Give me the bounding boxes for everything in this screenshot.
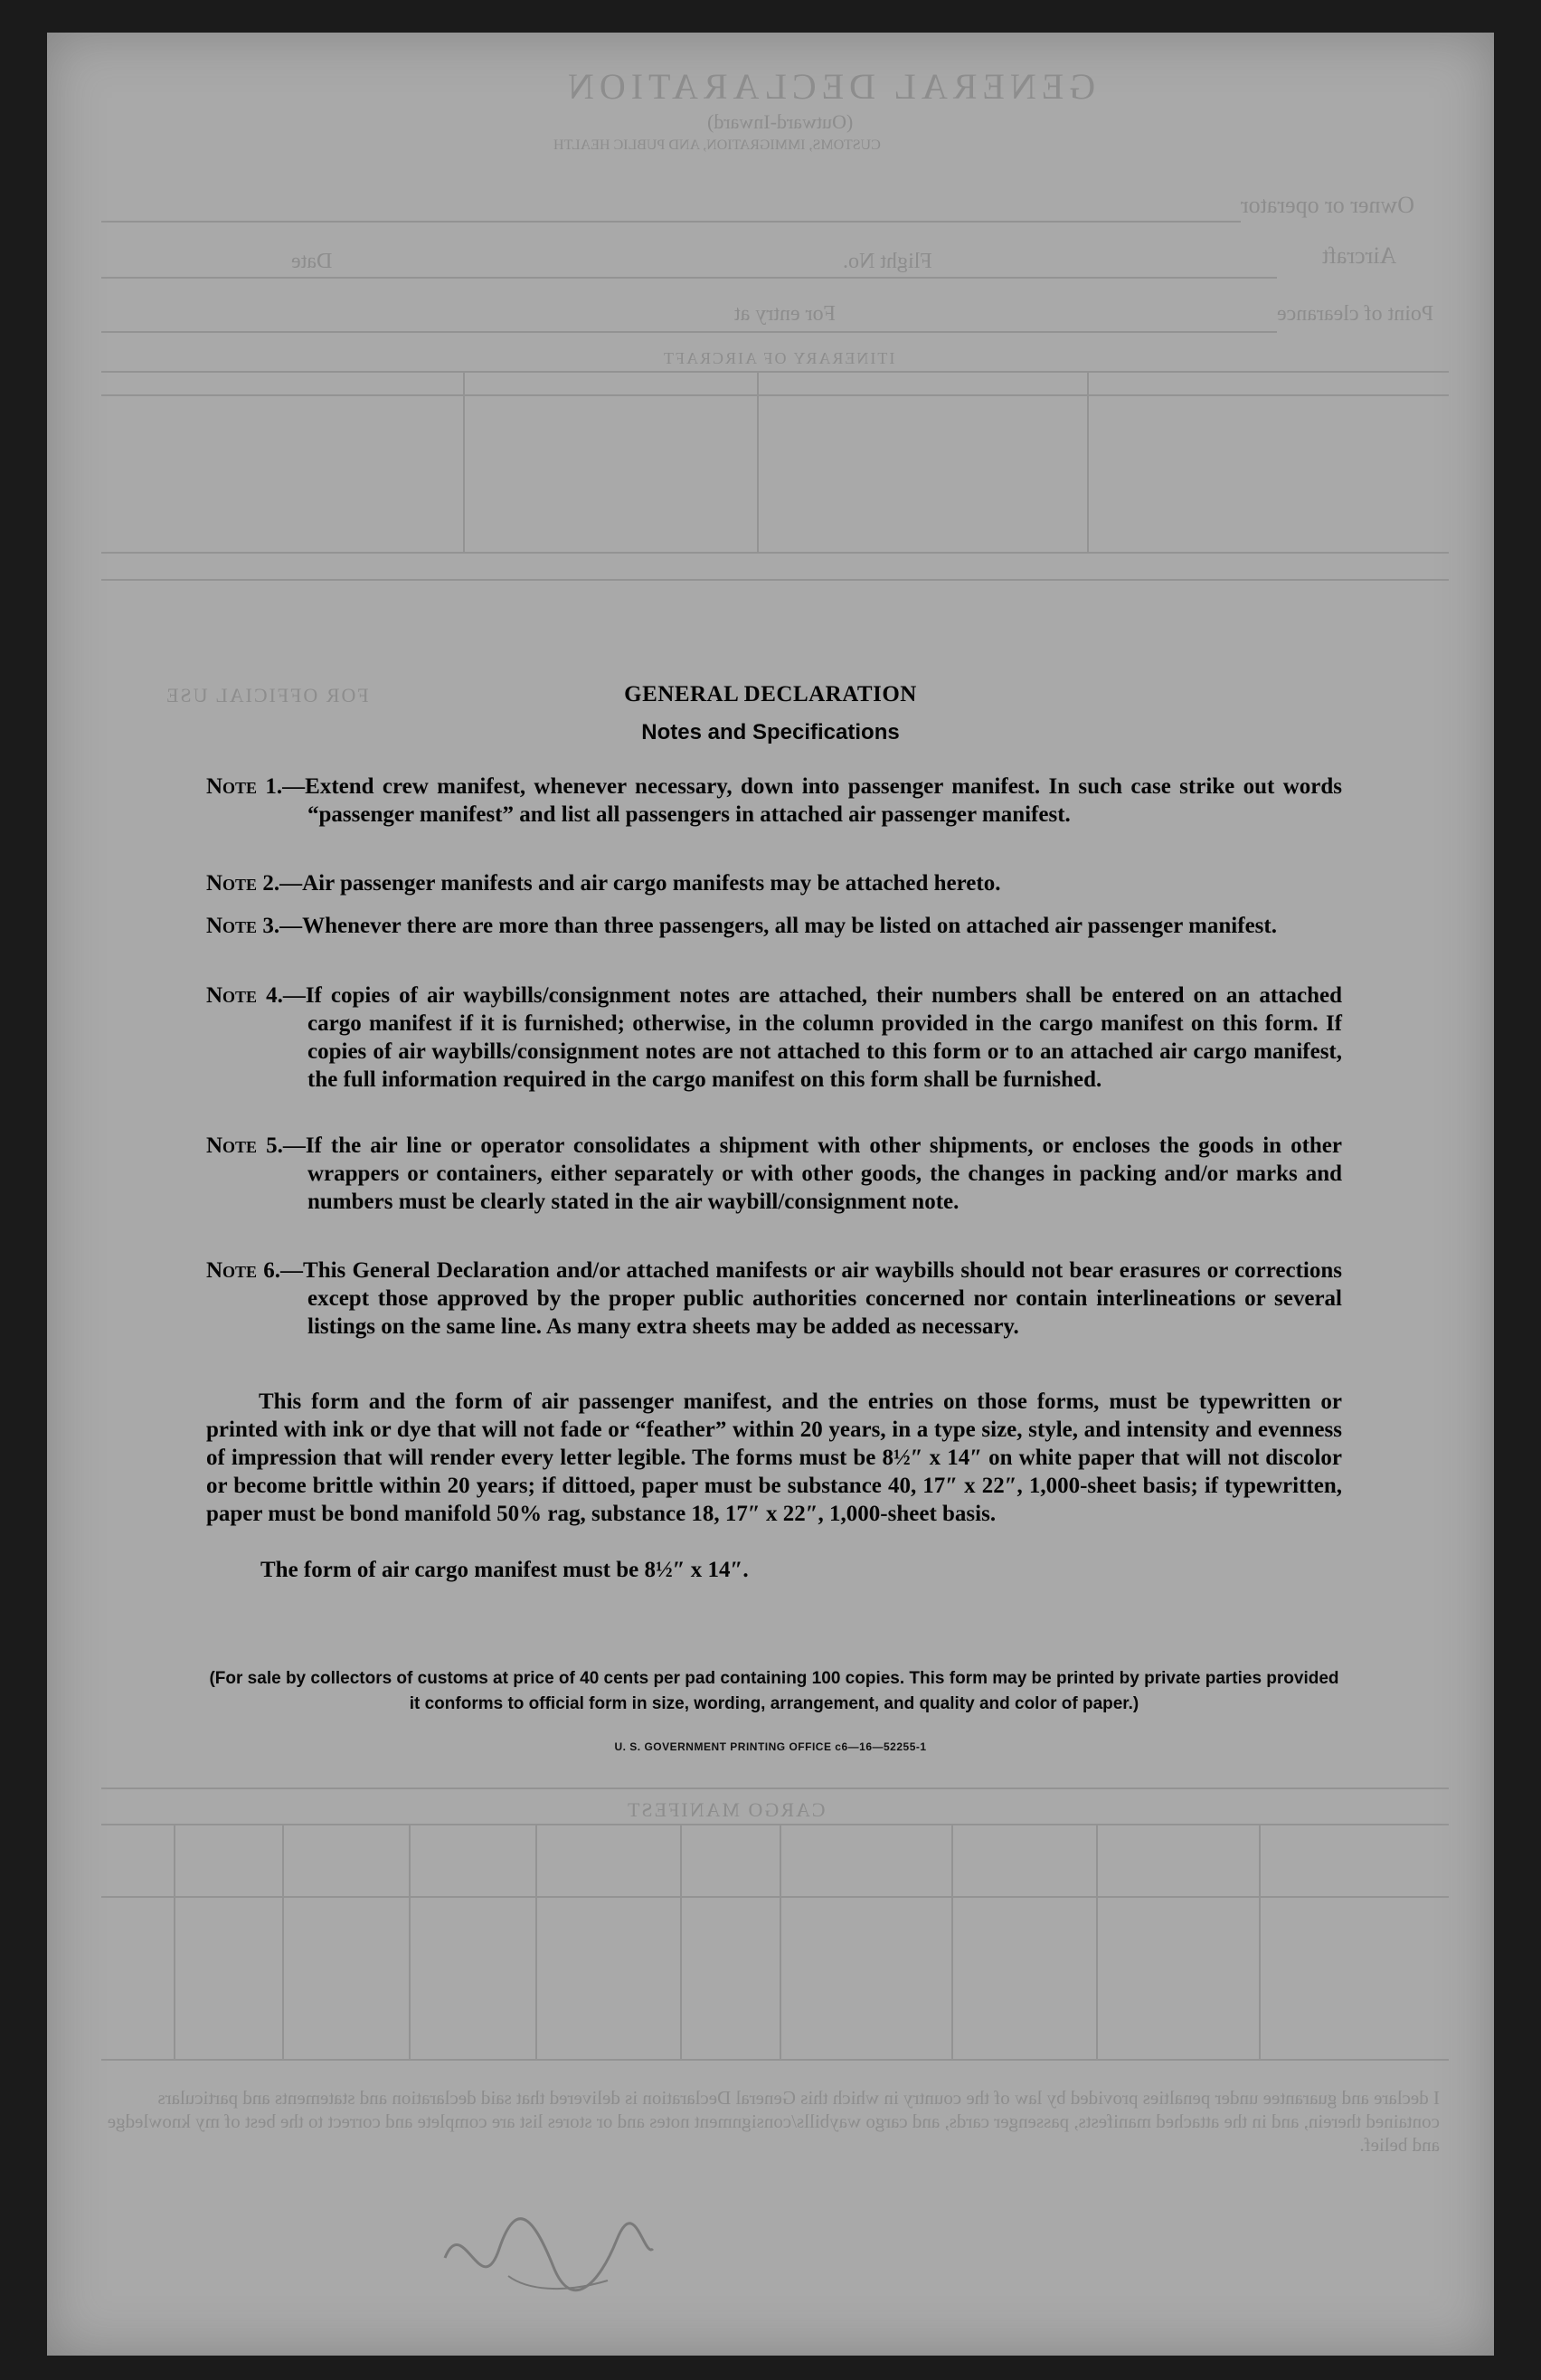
note-text: —Extend crew manifest, whenever necessary, down into passenger manifest. In such case strike out words “passenger manifest” and list all passengers in attached air passenger manifest.	[282, 774, 1342, 827]
note-1	[206, 773, 1342, 829]
ghost-line	[101, 394, 1449, 396]
printer-imprint: U. S. GOVERNMENT PRINTING OFFICE c6—16—52255-1	[614, 1740, 927, 1753]
ghost-clearance: Point of clearance	[1277, 302, 1434, 326]
ghost-line	[101, 331, 1277, 333]
note-label: Note 4.	[206, 983, 283, 1008]
ghost-line	[951, 1824, 953, 2059]
ghost-owner: Owner or operator	[1241, 192, 1415, 218]
ghost-line	[409, 1824, 411, 2059]
document-page	[47, 33, 1494, 2356]
ghost-line	[101, 1787, 1449, 1789]
note-label: Note 3.	[206, 914, 280, 938]
ghost-line	[1087, 371, 1089, 552]
note-label: Note 2.	[206, 871, 280, 896]
ghost-itinerary: ITINERARY OF AIRCRAFT	[662, 349, 895, 367]
note-6	[206, 1256, 1342, 1341]
ghost-entry: For entry at	[734, 302, 836, 326]
ghost-line	[282, 1824, 284, 2059]
note-3	[206, 912, 1342, 940]
ghost-line	[101, 371, 1449, 373]
ghost-official-use: FOR OFFICIAL USE	[165, 684, 369, 706]
note-label: Note 5.	[206, 1133, 283, 1158]
ghost-flight: Flight No.	[843, 250, 932, 273]
ghost-header-sub: (Outward-Inward)	[707, 110, 854, 133]
ghost-line	[463, 371, 465, 552]
note-2	[206, 869, 1342, 897]
ghost-line	[680, 1824, 682, 2059]
ghost-line	[757, 371, 759, 552]
note-text: —If copies of air waybills/consignment notes are attached, their numbers shall be entered on an attached cargo manifest if it is furnished; otherwise, in the column provided in the cargo manifest on this form. If copies of air waybills/consignment notes are not attached to this form or to an attached air cargo manifest, the full information required in the cargo manifest on this form shall be furnished.	[282, 983, 1342, 1092]
note-5	[206, 1132, 1342, 1216]
ghost-line	[535, 1824, 537, 2059]
ghost-line	[780, 1824, 781, 2059]
ghost-line	[101, 221, 1241, 223]
ghost-line	[101, 277, 1277, 279]
note-text: —This General Declaration and/or attached manifests or air waybills should not bear erasures or corrections except those approved by the proper public authorities concerned nor contain interlineations or several listings on the same line. As many extra sheets may be added as necessary.	[280, 1258, 1342, 1339]
ghost-line	[1096, 1824, 1098, 2059]
ghost-line	[101, 2059, 1449, 2061]
ghost-line	[1259, 1824, 1261, 2059]
ghost-line	[101, 1896, 1449, 1898]
note-label: Note 6.	[206, 1258, 281, 1283]
ghost-date: Date	[291, 250, 333, 273]
ghost-cargo-manifest: CARGO MANIFEST	[626, 1798, 826, 1821]
note-4	[206, 981, 1342, 1094]
ghost-line	[101, 579, 1449, 581]
signature-scribble	[427, 2204, 662, 2312]
sale-note: (For sale by collectors of customs at price of 40 cents per pad containing 100 copies. This form may be printed by private parties provided it conforms to official form in size, wording, arrangement, and quality and color of paper.)	[209, 1669, 1339, 1713]
ghost-line	[101, 552, 1449, 554]
ghost-header: GENERAL DECLARATION	[563, 66, 1096, 107]
page-subtitle: Notes and Specifications	[641, 720, 900, 744]
ghost-line	[101, 1824, 1449, 1825]
ghost-aircraft: Aircraft	[1322, 242, 1397, 269]
note-text: —If the air line or operator consolidates a shipment with other shipments, or encloses the goods in other wrappers or containers, either separately or with other goods, the changes in packing and/or marks and numbers must be clearly stated in the air waybill/consignment note.	[282, 1133, 1342, 1214]
ghost-line	[174, 1824, 175, 2059]
ghost-header-sub2: CUSTOMS, IMMIGRATION, AND PUBLIC HEALTH	[553, 137, 881, 153]
cargo-manifest-size-note: The form of air cargo manifest must be 8½″ x 14″.	[260, 1558, 749, 1582]
form-specification-paragraph: This form and the form of air passenger manifest, and the entries on those forms, must be typewritten or printed with ink or dye that will not fade or “feather” within 20 years, in a type size, style, and intensity and evenness of impression that will render every letter legible. The forms must be 8½″ x 14″ on white paper that will not discolor or become brittle within 20 years; if dittoed, paper must be substance 40, 17″ x 22″, 1,000-sheet basis; if typewritten, paper must be bond manifold 50% rag, substance 18, 17″ x 22″, 1,000-sheet basis.	[206, 1389, 1342, 1526]
note-text: —Air passenger manifests and air cargo manifests may be attached hereto.	[279, 871, 1001, 896]
ghost-declaration: I declare and guarantee under penalties provided by law of the country in which this General Declaration is delivered that said declaration and statements and particulars contained therein, and in the attached manifests, passenger cards, and cargo waybills/consignment notes and or stores list are complete and correct to the best of my knowledge and belief.	[107, 2087, 1440, 2156]
note-label: Note 1.	[206, 774, 283, 799]
note-text: —Whenever there are more than three passengers, all may be listed on attached air passenger manifest.	[279, 914, 1277, 938]
page-title: GENERAL DECLARATION	[624, 682, 917, 706]
